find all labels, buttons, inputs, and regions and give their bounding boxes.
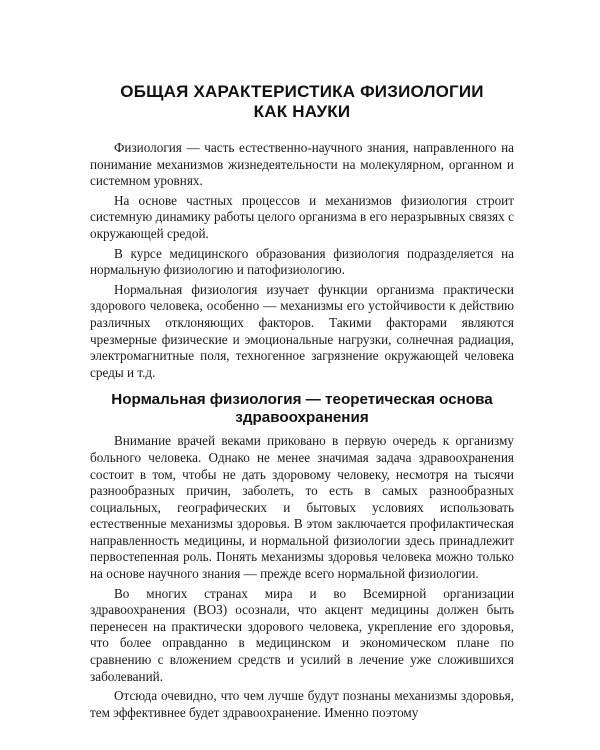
section-title-line-2: здравоохранения [235, 409, 369, 427]
intro-paragraph-2: На основе частных процессов и механизмов физиология строит системную динамику работы целого организма в его неразрывных связях с окружающей средой. [90, 192, 514, 241]
section-title [90, 391, 514, 427]
intro-paragraph-4: Нормальная физиология изучает функции организма практически здорового человека, особенно — механизмы его устойчивости к действию различных отклоняющих факторов. Такими факторами являются чрезмерные физические и эмоциональные нагрузки, солнечная радиация, электромагнитные поля, техногенное загрязнение окружающей человека среды и т.д. [90, 281, 514, 380]
section-title-line-1: Нормальная физиология — теоретическая основа [111, 391, 493, 409]
intro-paragraph-3: В курсе медицинского образования физиология подразделяется на нормальную физиологию и патофизиологию. [90, 245, 514, 278]
chapter-title [90, 82, 514, 122]
chapter-title-line-1: ОБЩАЯ ХАРАКТЕРИСТИКА ФИЗИОЛОГИИ [120, 82, 484, 101]
intro-paragraph-1: Физиология — часть естественно-научного знания, направленного на понимание механизмов жизнедеятельности на молекулярном, органном и системном уровнях. [90, 140, 514, 189]
chapter-title-line-2: КАК НАУКИ [253, 102, 351, 121]
section-paragraph-3: Отсюда очевидно, что чем лучше будут познаны механизмы здоровья, тем эффективнее будет здравоохранение. Именно поэтому [90, 688, 514, 720]
section-paragraph-2: Во многих странах мира и во Всемирной организации здравоохранения (ВОЗ) осознали, что акцент медицины должен быть перенесен на практически здорового человека, укрепление его здоровья, что более оправданно в медицинском и экономическом плане по сравнению с вложением средств и усилий в лечение уже сложившихся заболеваний. [90, 585, 514, 684]
document-page [90, 82, 514, 724]
section-paragraph-1: Внимание врачей веками приковано в первую очередь к организму больного человека. Однако не менее значимая задача здравоохранения состоит в том, чтобы не дать здоровому человеку, несмотря на тысячи разнообразных причин, заболеть, то есть в самых разнообразных социальных, географических и бытовых условиях использовать естественные механизмы здоровья. В этом заключается профилактическая направленность медицины, и нормальной физиологии здесь принадлежит первостепенная роль. Понять механизмы здоровья человека можно только на основе научного знания — прежде всего нормальной физиологии. [90, 433, 514, 582]
